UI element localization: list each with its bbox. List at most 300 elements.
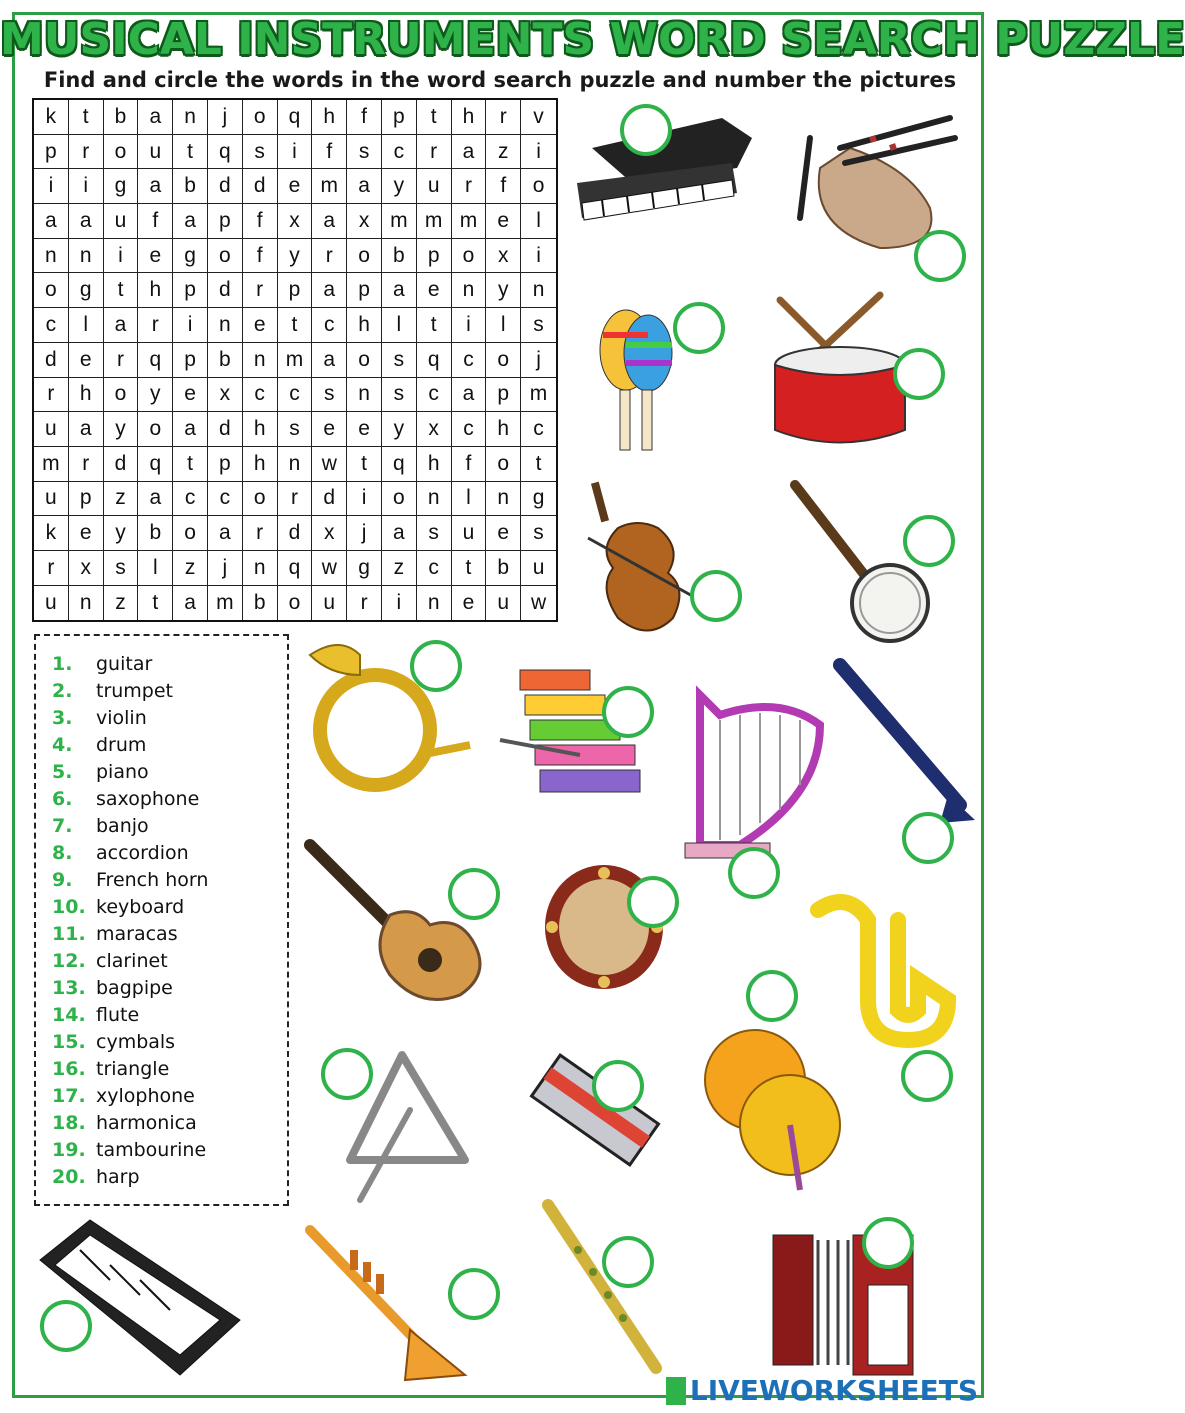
- grid-cell[interactable]: p: [382, 100, 417, 135]
- word-text: piano: [96, 760, 149, 783]
- grid-cell[interactable]: e: [243, 308, 278, 343]
- grid-cell[interactable]: f: [243, 204, 278, 239]
- answer-circle-saxophone[interactable]: [901, 1050, 953, 1102]
- word-number: 2.: [52, 679, 73, 702]
- grid-cell[interactable]: n: [69, 239, 104, 274]
- answer-circle-maracas[interactable]: [673, 302, 725, 354]
- grid-cell[interactable]: r: [486, 100, 521, 135]
- grid-cell[interactable]: c: [208, 482, 243, 517]
- grid-cell[interactable]: k: [34, 100, 69, 135]
- grid-cell[interactable]: w: [312, 447, 347, 482]
- grid-cell[interactable]: h: [138, 273, 173, 308]
- grid-cell[interactable]: r: [34, 378, 69, 413]
- grid-cell[interactable]: b: [486, 551, 521, 586]
- grid-cell[interactable]: f: [138, 204, 173, 239]
- grid-cell[interactable]: p: [278, 273, 313, 308]
- grid-cell[interactable]: o: [382, 482, 417, 517]
- grid-cell[interactable]: u: [312, 586, 347, 621]
- word-list-item: [52, 839, 287, 866]
- grid-cell[interactable]: o: [34, 273, 69, 308]
- grid-cell[interactable]: n: [243, 551, 278, 586]
- word-list-item: [52, 1001, 287, 1028]
- clarinet-icon: [830, 655, 980, 830]
- word-list-item: [52, 866, 287, 893]
- word-search-grid[interactable]: [32, 98, 558, 622]
- word-number: 12.: [52, 949, 86, 972]
- grid-cell[interactable]: p: [173, 273, 208, 308]
- word-list-item: [52, 1136, 287, 1163]
- grid-cell[interactable]: h: [417, 447, 452, 482]
- grid-cell[interactable]: w: [312, 551, 347, 586]
- grid-cell[interactable]: p: [486, 378, 521, 413]
- grid-cell[interactable]: p: [69, 482, 104, 517]
- grid-cell[interactable]: o: [104, 135, 139, 170]
- grid-cell[interactable]: n: [347, 378, 382, 413]
- grid-cell[interactable]: b: [208, 343, 243, 378]
- grid-cell[interactable]: y: [278, 239, 313, 274]
- grid-cell[interactable]: i: [452, 308, 487, 343]
- grid-cell[interactable]: u: [34, 586, 69, 621]
- grid-cell[interactable]: b: [173, 169, 208, 204]
- grid-cell[interactable]: x: [417, 412, 452, 447]
- grid-cell[interactable]: a: [138, 482, 173, 517]
- word-text: drum: [96, 733, 147, 756]
- grid-cell[interactable]: d: [104, 447, 139, 482]
- grid-cell[interactable]: s: [382, 378, 417, 413]
- word-number: 5.: [52, 760, 73, 783]
- grid-cell[interactable]: t: [521, 447, 556, 482]
- grid-cell[interactable]: i: [521, 239, 556, 274]
- grid-cell[interactable]: e: [69, 516, 104, 551]
- grid-cell[interactable]: g: [347, 551, 382, 586]
- grid-cell[interactable]: d: [34, 343, 69, 378]
- grid-cell[interactable]: u: [138, 135, 173, 170]
- grid-cell[interactable]: n: [452, 273, 487, 308]
- word-text: tambourine: [96, 1138, 207, 1161]
- grid-cell[interactable]: o: [452, 239, 487, 274]
- grid-cell[interactable]: n: [208, 308, 243, 343]
- grid-cell[interactable]: a: [452, 135, 487, 170]
- answer-circle-drum[interactable]: [893, 348, 945, 400]
- word-number: 6.: [52, 787, 73, 810]
- word-text: accordion: [96, 841, 189, 864]
- grid-cell[interactable]: s: [312, 378, 347, 413]
- word-number: 15.: [52, 1030, 86, 1053]
- grid-cell[interactable]: j: [208, 100, 243, 135]
- grid-cell[interactable]: p: [34, 135, 69, 170]
- grid-cell[interactable]: j: [521, 343, 556, 378]
- grid-cell[interactable]: s: [382, 343, 417, 378]
- grid-cell[interactable]: d: [208, 273, 243, 308]
- grid-cell[interactable]: p: [208, 204, 243, 239]
- grid-cell[interactable]: y: [138, 378, 173, 413]
- maracas-icon: [598, 305, 678, 460]
- grid-cell[interactable]: e: [452, 586, 487, 621]
- grid-cell[interactable]: a: [208, 516, 243, 551]
- grid-cell[interactable]: c: [452, 412, 487, 447]
- answer-circle-keyboard[interactable]: [40, 1300, 92, 1352]
- answer-circle-harp[interactable]: [728, 847, 780, 899]
- grid-cell[interactable]: x: [69, 551, 104, 586]
- grid-cell[interactable]: c: [278, 378, 313, 413]
- grid-cell[interactable]: r: [138, 308, 173, 343]
- grid-cell[interactable]: p: [208, 447, 243, 482]
- grid-cell[interactable]: q: [208, 135, 243, 170]
- grid-cell[interactable]: z: [104, 482, 139, 517]
- grid-cell[interactable]: e: [69, 343, 104, 378]
- grid-cell[interactable]: a: [69, 412, 104, 447]
- grid-cell[interactable]: n: [521, 273, 556, 308]
- grid-cell[interactable]: n: [34, 239, 69, 274]
- grid-cell[interactable]: c: [382, 135, 417, 170]
- answer-circle-xylophone[interactable]: [602, 686, 654, 738]
- grid-cell[interactable]: r: [243, 516, 278, 551]
- grid-cell[interactable]: l: [452, 482, 487, 517]
- grid-cell[interactable]: p: [417, 239, 452, 274]
- grid-cell[interactable]: t: [104, 273, 139, 308]
- grid-cell[interactable]: a: [312, 273, 347, 308]
- grid-cell[interactable]: t: [278, 308, 313, 343]
- grid-cell[interactable]: z: [173, 551, 208, 586]
- grid-cell[interactable]: a: [104, 308, 139, 343]
- grid-cell[interactable]: m: [521, 378, 556, 413]
- grid-cell[interactable]: i: [34, 169, 69, 204]
- grid-cell[interactable]: s: [104, 551, 139, 586]
- word-list-item: [52, 704, 287, 731]
- grid-cell[interactable]: u: [34, 482, 69, 517]
- grid-cell[interactable]: s: [347, 135, 382, 170]
- word-list-item: [52, 1109, 287, 1136]
- grid-cell[interactable]: h: [243, 447, 278, 482]
- grid-cell[interactable]: r: [243, 273, 278, 308]
- grid-cell[interactable]: j: [208, 551, 243, 586]
- answer-circle-accordion[interactable]: [862, 1217, 914, 1269]
- answer-circle-tambourine[interactable]: [627, 876, 679, 928]
- grid-cell[interactable]: m: [34, 447, 69, 482]
- grid-cell[interactable]: t: [173, 135, 208, 170]
- grid-cell[interactable]: h: [347, 308, 382, 343]
- answer-circle-flute[interactable]: [602, 1236, 654, 1288]
- grid-cell[interactable]: l: [138, 551, 173, 586]
- grid-cell[interactable]: x: [312, 516, 347, 551]
- word-list-item: [52, 812, 287, 839]
- grid-cell[interactable]: g: [69, 273, 104, 308]
- word-text: harmonica: [96, 1111, 197, 1134]
- grid-cell[interactable]: u: [417, 169, 452, 204]
- answer-circle-triangle[interactable]: [321, 1048, 373, 1100]
- grid-cell[interactable]: p: [347, 273, 382, 308]
- violin-icon: [588, 478, 698, 643]
- grid-cell[interactable]: q: [417, 343, 452, 378]
- grid-cell[interactable]: d: [208, 169, 243, 204]
- logo-text: LIVEWORKSHEETS: [689, 1374, 978, 1407]
- grid-cell[interactable]: b: [138, 516, 173, 551]
- grid-cell[interactable]: q: [278, 100, 313, 135]
- grid-cell[interactable]: l: [521, 204, 556, 239]
- grid-cell[interactable]: i: [104, 239, 139, 274]
- grid-cell[interactable]: d: [312, 482, 347, 517]
- word-number: 9.: [52, 868, 73, 891]
- grid-cell[interactable]: i: [173, 308, 208, 343]
- grid-cell[interactable]: c: [417, 551, 452, 586]
- answer-circle-violin[interactable]: [690, 570, 742, 622]
- grid-cell[interactable]: y: [104, 516, 139, 551]
- grid-cell[interactable]: v: [521, 100, 556, 135]
- grid-cell[interactable]: n: [486, 482, 521, 517]
- grid-cell[interactable]: j: [347, 516, 382, 551]
- grid-cell[interactable]: r: [104, 343, 139, 378]
- grid-cell[interactable]: l: [382, 308, 417, 343]
- grid-cell[interactable]: q: [138, 447, 173, 482]
- grid-cell[interactable]: a: [138, 100, 173, 135]
- grid-cell[interactable]: o: [521, 169, 556, 204]
- grid-cell[interactable]: a: [173, 204, 208, 239]
- grid-cell[interactable]: f: [312, 135, 347, 170]
- grid-cell[interactable]: a: [173, 412, 208, 447]
- grid-cell[interactable]: o: [278, 586, 313, 621]
- grid-cell[interactable]: e: [138, 239, 173, 274]
- answer-circle-guitar[interactable]: [448, 868, 500, 920]
- grid-cell[interactable]: e: [173, 378, 208, 413]
- word-number: 20.: [52, 1165, 86, 1188]
- grid-cell[interactable]: h: [312, 100, 347, 135]
- grid-cell[interactable]: e: [486, 204, 521, 239]
- grid-cell[interactable]: q: [138, 343, 173, 378]
- grid-cell[interactable]: q: [382, 447, 417, 482]
- grid-cell[interactable]: m: [208, 586, 243, 621]
- word-text: guitar: [96, 652, 153, 675]
- instructions: Find and circle the words in the word search puzzle and number the pictures: [43, 68, 957, 92]
- grid-cell[interactable]: m: [312, 169, 347, 204]
- grid-cell[interactable]: r: [69, 135, 104, 170]
- grid-cell[interactable]: m: [417, 204, 452, 239]
- grid-cell[interactable]: o: [138, 412, 173, 447]
- grid-cell[interactable]: r: [34, 551, 69, 586]
- grid-cell[interactable]: g: [521, 482, 556, 517]
- grid-cell[interactable]: a: [69, 204, 104, 239]
- word-number: 10.: [52, 895, 86, 918]
- word-text: bagpipe: [96, 976, 173, 999]
- grid-cell[interactable]: e: [417, 273, 452, 308]
- grid-cell[interactable]: m: [278, 343, 313, 378]
- word-text: saxophone: [96, 787, 200, 810]
- grid-cell[interactable]: o: [347, 343, 382, 378]
- grid-cell[interactable]: r: [417, 135, 452, 170]
- word-text: keyboard: [96, 895, 185, 918]
- grid-cell[interactable]: t: [452, 551, 487, 586]
- grid-cell[interactable]: o: [486, 343, 521, 378]
- answer-circle-french-horn[interactable]: [410, 640, 462, 692]
- grid-cell[interactable]: s: [278, 412, 313, 447]
- grid-cell[interactable]: s: [417, 516, 452, 551]
- grid-cell[interactable]: s: [243, 135, 278, 170]
- grid-cell[interactable]: f: [347, 100, 382, 135]
- grid-cell[interactable]: h: [243, 412, 278, 447]
- logo-mark-icon: [666, 1377, 686, 1405]
- grid-cell[interactable]: t: [138, 586, 173, 621]
- grid-cell[interactable]: a: [382, 516, 417, 551]
- grid-cell[interactable]: s: [521, 516, 556, 551]
- grid-cell[interactable]: g: [173, 239, 208, 274]
- grid-cell[interactable]: x: [208, 378, 243, 413]
- grid-cell[interactable]: z: [104, 586, 139, 621]
- grid-cell[interactable]: u: [104, 204, 139, 239]
- word-text: French horn: [96, 868, 209, 891]
- grid-cell[interactable]: f: [486, 169, 521, 204]
- answer-circle-trumpet[interactable]: [448, 1268, 500, 1320]
- grid-cell[interactable]: q: [278, 551, 313, 586]
- grid-cell[interactable]: d: [243, 169, 278, 204]
- grid-cell[interactable]: u: [34, 412, 69, 447]
- grid-cell[interactable]: r: [69, 447, 104, 482]
- word-text: trumpet: [96, 679, 174, 702]
- grid-cell[interactable]: n: [243, 343, 278, 378]
- grid-cell[interactable]: o: [243, 482, 278, 517]
- grid-cell[interactable]: a: [312, 204, 347, 239]
- grid-cell[interactable]: e: [312, 412, 347, 447]
- grid-cell[interactable]: e: [278, 169, 313, 204]
- grid-cell[interactable]: o: [243, 100, 278, 135]
- word-text: violin: [96, 706, 147, 729]
- word-list-item: [52, 1082, 287, 1109]
- grid-cell[interactable]: l: [69, 308, 104, 343]
- word-number: 17.: [52, 1084, 86, 1107]
- grid-cell[interactable]: x: [486, 239, 521, 274]
- grid-cell[interactable]: y: [104, 412, 139, 447]
- grid-cell[interactable]: a: [347, 169, 382, 204]
- word-list: [34, 634, 289, 1206]
- grid-cell[interactable]: f: [243, 239, 278, 274]
- word-text: clarinet: [96, 949, 168, 972]
- grid-cell[interactable]: i: [69, 169, 104, 204]
- grid-cell[interactable]: n: [278, 447, 313, 482]
- word-text: harp: [96, 1165, 140, 1188]
- grid-cell[interactable]: u: [521, 551, 556, 586]
- word-list-item: [52, 758, 287, 785]
- grid-cell[interactable]: o: [347, 239, 382, 274]
- grid-cell[interactable]: i: [347, 482, 382, 517]
- grid-cell[interactable]: m: [382, 204, 417, 239]
- grid-cell[interactable]: n: [417, 586, 452, 621]
- grid-cell[interactable]: c: [312, 308, 347, 343]
- grid-cell[interactable]: a: [138, 169, 173, 204]
- word-list-item: [52, 920, 287, 947]
- word-list-item: [52, 947, 287, 974]
- grid-cell[interactable]: t: [417, 100, 452, 135]
- word-number: 18.: [52, 1111, 86, 1134]
- answer-circle-harmonica[interactable]: [592, 1060, 644, 1112]
- word-number: 4.: [52, 733, 73, 756]
- grid-cell[interactable]: e: [347, 412, 382, 447]
- grid-cell[interactable]: g: [104, 169, 139, 204]
- flute-icon: [538, 1200, 668, 1375]
- grid-cell[interactable]: o: [486, 447, 521, 482]
- grid-cell[interactable]: d: [208, 412, 243, 447]
- grid-cell[interactable]: t: [417, 308, 452, 343]
- grid-cell[interactable]: z: [382, 551, 417, 586]
- grid-cell[interactable]: n: [173, 100, 208, 135]
- word-text: cymbals: [96, 1030, 176, 1053]
- grid-cell[interactable]: m: [452, 204, 487, 239]
- grid-cell[interactable]: n: [69, 586, 104, 621]
- grid-cell[interactable]: e: [486, 516, 521, 551]
- grid-cell[interactable]: r: [452, 169, 487, 204]
- grid-cell[interactable]: i: [278, 135, 313, 170]
- grid-cell[interactable]: h: [69, 378, 104, 413]
- grid-cell[interactable]: c: [34, 308, 69, 343]
- grid-cell[interactable]: c: [452, 343, 487, 378]
- grid-cell[interactable]: y: [382, 412, 417, 447]
- grid-cell[interactable]: a: [312, 343, 347, 378]
- drum-icon: [770, 290, 910, 455]
- grid-cell[interactable]: b: [382, 239, 417, 274]
- answer-circle-banjo[interactable]: [903, 515, 955, 567]
- grid-cell[interactable]: d: [278, 516, 313, 551]
- grid-cell[interactable]: c: [243, 378, 278, 413]
- grid-cell[interactable]: u: [452, 516, 487, 551]
- grid-cell[interactable]: x: [347, 204, 382, 239]
- word-list-item: [52, 893, 287, 920]
- grid-cell[interactable]: n: [417, 482, 452, 517]
- grid-cell[interactable]: r: [278, 482, 313, 517]
- answer-circle-bagpipe[interactable]: [914, 230, 966, 282]
- grid-cell[interactable]: l: [486, 308, 521, 343]
- answer-circle-clarinet[interactable]: [902, 812, 954, 864]
- answer-circle-piano[interactable]: [620, 104, 672, 156]
- grid-cell[interactable]: a: [173, 586, 208, 621]
- grid-cell[interactable]: r: [347, 586, 382, 621]
- grid-cell[interactable]: o: [208, 239, 243, 274]
- grid-cell[interactable]: z: [486, 135, 521, 170]
- grid-cell[interactable]: r: [312, 239, 347, 274]
- grid-cell[interactable]: x: [278, 204, 313, 239]
- grid-cell[interactable]: h: [486, 412, 521, 447]
- word-text: flute: [96, 1003, 140, 1026]
- grid-cell[interactable]: t: [69, 100, 104, 135]
- grid-cell[interactable]: b: [104, 100, 139, 135]
- grid-cell[interactable]: a: [34, 204, 69, 239]
- grid-cell[interactable]: y: [486, 273, 521, 308]
- grid-cell[interactable]: c: [521, 412, 556, 447]
- grid-cell[interactable]: t: [173, 447, 208, 482]
- grid-cell[interactable]: c: [417, 378, 452, 413]
- grid-cell[interactable]: s: [521, 308, 556, 343]
- grid-cell[interactable]: p: [173, 343, 208, 378]
- word-number: 13.: [52, 976, 86, 999]
- grid-cell[interactable]: o: [173, 516, 208, 551]
- grid-cell[interactable]: h: [452, 100, 487, 135]
- harmonica-icon: [515, 1040, 660, 1190]
- grid-cell[interactable]: c: [173, 482, 208, 517]
- grid-cell[interactable]: a: [452, 378, 487, 413]
- word-text: triangle: [96, 1057, 170, 1080]
- answer-circle-cymbals[interactable]: [746, 970, 798, 1022]
- grid-cell[interactable]: i: [382, 586, 417, 621]
- grid-cell[interactable]: u: [486, 586, 521, 621]
- grid-cell[interactable]: o: [104, 378, 139, 413]
- page-title: MUSICAL INSTRUMENTS WORD SEARCH PUZZLE: [0, 14, 1185, 65]
- grid-cell[interactable]: y: [382, 169, 417, 204]
- word-number: 16.: [52, 1057, 86, 1080]
- grid-cell[interactable]: f: [452, 447, 487, 482]
- grid-cell[interactable]: t: [347, 447, 382, 482]
- grid-cell[interactable]: k: [34, 516, 69, 551]
- cymbals-icon: [700, 1015, 845, 1195]
- grid-cell[interactable]: a: [382, 273, 417, 308]
- grid-cell[interactable]: b: [243, 586, 278, 621]
- grid-cell[interactable]: w: [530, 590, 547, 614]
- grid-cell[interactable]: i: [521, 135, 556, 170]
